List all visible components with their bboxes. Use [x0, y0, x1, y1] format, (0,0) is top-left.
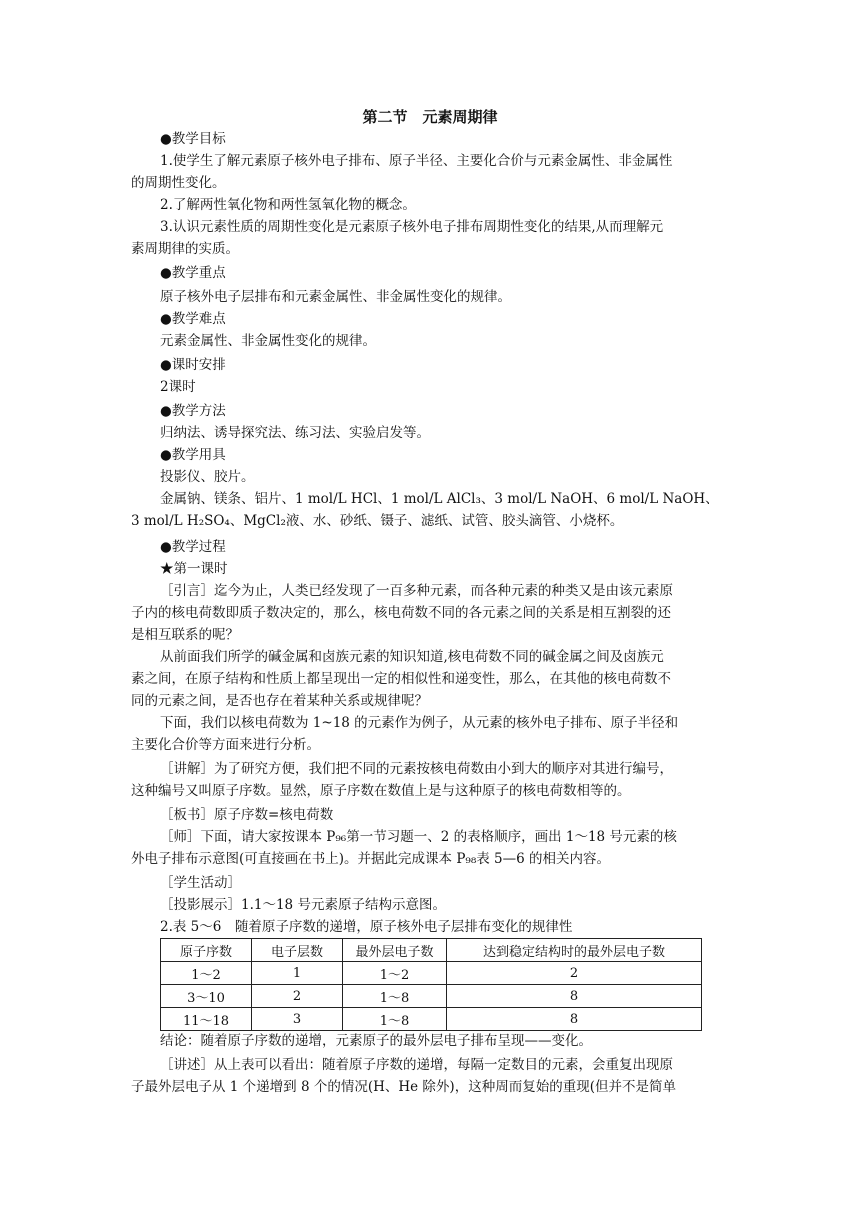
- table-cell: 2: [447, 962, 702, 985]
- table-row: [161, 962, 702, 985]
- text-line: 主要化合价等方面来进行分析。: [131, 737, 320, 753]
- table-header-cell: 达到稳定结构时的最外层电子数: [447, 939, 702, 962]
- table-cell: 2: [252, 985, 343, 1008]
- text-line: 元素金属性、非金属性变化的规律。: [160, 333, 376, 349]
- table-header-row: [161, 939, 702, 962]
- text-line: ●课时安排: [160, 357, 226, 373]
- text-line: ●教学目标: [160, 131, 226, 147]
- text-line: 同的元素之间，是否也存在着某种关系或规律呢？: [131, 693, 428, 709]
- text-line: 1.使学生了解元素原子核外电子排布、原子半径、主要化合价与元素金属性、非金属性: [160, 153, 673, 169]
- table-header-cell: 原子序数: [161, 939, 252, 962]
- text-line: 外电子排布示意图(可直接画在书上)。并据此完成课本 P₉₈表 5—6 的相关内容。: [131, 851, 610, 867]
- table-cell: 1～8: [343, 985, 447, 1008]
- text-line: ［讲述］从上表可以看出：随着原子序数的递增，每隔一定数目的元素，会重复出现原: [160, 1057, 673, 1073]
- text-line: 投影仪、胶片。: [160, 469, 255, 485]
- table-cell: 3～10: [161, 985, 252, 1008]
- text-line: 原子核外电子层排布和元素金属性、非金属性变化的规律。: [160, 289, 511, 305]
- electron-shell-table: [160, 938, 702, 1031]
- materials-line-2: 3 mol/L H₂SO₄、MgCl₂液、水、砂纸、镊子、滤纸、试管、胶头滴管、小烧杯。: [131, 513, 624, 529]
- table-row: [161, 985, 702, 1008]
- table-cell: 1～2: [343, 962, 447, 985]
- text-line: ●教学难点: [160, 311, 226, 327]
- text-line: ●教学重点: [160, 265, 226, 281]
- text-line: 这种编号又叫原子序数。显然，原子序数在数值上是与这种原子的核电荷数相等的。: [131, 783, 631, 799]
- text-line: 的周期性变化。: [131, 175, 226, 191]
- text-line: 下面，我们以核电荷数为 1~18 的元素作为例子，从元素的核外电子排布、原子半径和: [160, 715, 679, 731]
- text-line: 是相互联系的呢？: [131, 627, 239, 643]
- table-cell: 1: [252, 962, 343, 985]
- text-line: ●教学用具: [160, 447, 226, 463]
- text-line: 结论：随着原子序数的递增，元素原子的最外层电子排布呈现——变化。: [160, 1033, 592, 1049]
- text-line: ●教学方法: [160, 403, 226, 419]
- text-line: ［学生活动］: [160, 875, 241, 891]
- table-row: [161, 1008, 702, 1031]
- text-line: ★第一课时: [160, 561, 228, 577]
- text-line: 归纳法、诱导探究法、练习法、实验启发等。: [160, 425, 430, 441]
- text-line: ［板书］原子序数=核电荷数: [160, 807, 334, 823]
- text-line: 素周期律的实质。: [131, 241, 239, 257]
- text-line: 子最外层电子从 1 个递增到 8 个的情况(H、He 除外)，这种周而复始的重现(但并不是简单: [131, 1079, 676, 1095]
- section-title: 第二节 元素周期律: [362, 108, 498, 126]
- text-line: 从前面我们所学的碱金属和卤族元素的知识知道,核电荷数不同的碱金属之间及卤族元: [160, 649, 664, 665]
- text-line: ［投影展示］1.1～18 号元素原子结构示意图。: [160, 897, 446, 913]
- text-line: ［引言］迄今为止，人类已经发现了一百多种元素，而各种元素的种类又是由该元素原: [160, 583, 673, 599]
- table-cell: 8: [447, 985, 702, 1008]
- text-line: ［讲解］为了研究方便，我们把不同的元素按核电荷数由小到大的顺序对其进行编号，: [160, 761, 673, 777]
- text-line: ●教学过程: [160, 539, 226, 555]
- text-line: 3.认识元素性质的周期性变化是元素原子核外电子排布周期性变化的结果,从而理解元: [160, 219, 664, 235]
- table-header-cell: 电子层数: [252, 939, 343, 962]
- table-cell: 1～2: [161, 962, 252, 985]
- table-cell: 3: [252, 1008, 343, 1031]
- text-line: 素之间，在原子结构和性质上都呈现出一定的相似性和递变性，那么，在其他的核电荷数不: [131, 671, 671, 687]
- text-line: 2.了解两性氧化物和两性氢氧化物的概念。: [160, 197, 416, 213]
- text-line: 2课时: [160, 379, 196, 395]
- table-header-cell: 最外层电子数: [343, 939, 447, 962]
- table-cell: 8: [447, 1008, 702, 1031]
- materials-line-1: 金属钠、镁条、铝片、1 mol/L HCl、1 mol/L AlCl₃、3 mol/L NaOH、6 mol/L NaOH、: [160, 491, 719, 507]
- text-line: ［师］下面，请大家按课本 P₉₆第一节习题一、2 的表格顺序，画出 1～18 号元素的核: [160, 829, 677, 845]
- text-line: 2.表 5～6 随着原子序数的递增，原子核外电子层排布变化的规律性: [160, 919, 573, 935]
- text-line: 子内的核电荷数即质子数决定的，那么，核电荷数不同的各元素之间的关系是相互割裂的还: [131, 605, 671, 621]
- table-cell: 11～18: [161, 1008, 252, 1031]
- table-cell: 1～8: [343, 1008, 447, 1031]
